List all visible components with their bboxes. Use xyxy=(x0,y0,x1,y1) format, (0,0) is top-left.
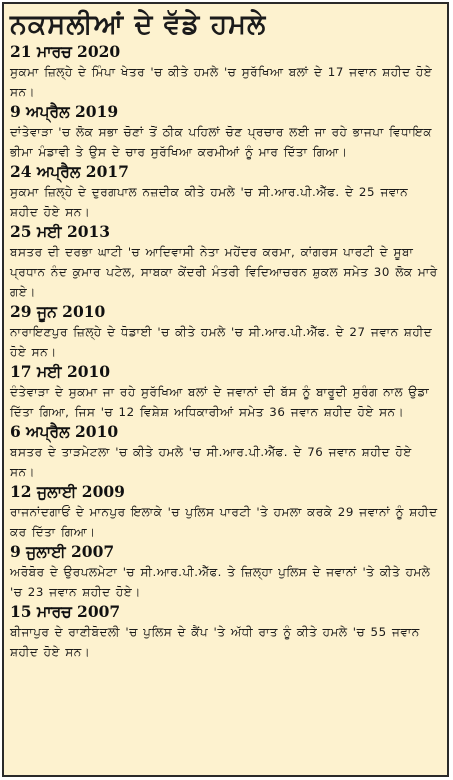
list-item xyxy=(10,102,441,162)
list-item xyxy=(10,482,441,542)
list-item xyxy=(10,42,441,102)
entry-date: 12 ਜੁਲਾਈ 2009 xyxy=(10,482,125,501)
entry-date: 29 ਜੂਨ 2010 xyxy=(10,302,106,321)
entry-date: 9 ਅਪ੍ਰੈਲ 2019 xyxy=(10,102,119,121)
entry-text: ਸੁਕਮਾ ਜ਼ਿਲ੍ਹੇ ਦੇ ਦੁਰਗਪਾਲ ਨਜ਼ਦੀਕ ਕੀਤੇ ਹਮਲੇ 'ਚ ਸੀ.ਆਰ.ਪੀ.ਐੱਫ. ਦੇ 25 ਜਵਾਨ ਸ਼ਹੀਦ ਹੋਏ ਸਨ। xyxy=(10,185,409,219)
list-item xyxy=(10,302,441,362)
entry-text: ਅਰੋਬੋਰ ਦੇ ਉਰਪਲਮੇਟਾ 'ਚ ਸੀ.ਆਰ.ਪੀ.ਐੱਫ. ਤੇ ਜ਼ਿਲ੍ਹਾ ਪੁਲਿਸ ਦੇ ਜਵਾਨਾਂ 'ਤੇ ਕੀਤੇ ਹਮਲੇ 'ਚ 23 ਜਵਾਨ ਸ਼ਹੀਦ ਹੋਏ। xyxy=(10,565,431,599)
list-item xyxy=(10,162,441,222)
list-item xyxy=(10,362,441,422)
entry-text: ਦਾਂਤੇਵਾੜਾ 'ਚ ਲੋਕ ਸਭਾ ਚੋਣਾਂ ਤੋਂ ਠੀਕ ਪਹਿਲਾਂ ਚੋਣ ਪ੍ਰਚਾਰ ਲਈ ਜਾ ਰਹੇ ਭਾਜਪਾ ਵਿਧਾਇਕ ਭੀਮਾ ਮੰਡਾਵੀ ਤੇ ਉਸ ਦੇ ਚਾਰ ਸੁਰੱਖਿਆ ਕਰਮੀਆਂ ਨੂੰ ਮਾਰ ਦਿੱਤਾ ਗਿਆ। xyxy=(10,125,432,159)
entry-text: ਰਾਜਨਾਂਦਗਾਓਂ ਦੇ ਮਾਨਪੁਰ ਇਲਾਕੇ 'ਚ ਪੁਲਿਸ ਪਾਰਟੀ 'ਤੇ ਹਮਲਾ ਕਰਕੇ 29 ਜਵਾਨਾਂ ਨੂੰ ਸ਼ਹੀਦ ਕਰ ਦਿੱਤਾ ਗਿਆ। xyxy=(10,505,438,539)
article-title: ਨਕਸਲੀਆਂ ਦੇ ਵੱਡੇ ਹਮਲੇ xyxy=(10,9,267,40)
list-item xyxy=(10,542,441,602)
entry-date: 21 ਮਾਰਚ 2020 xyxy=(10,42,121,61)
entry-date: 15 ਮਾਰਚ 2007 xyxy=(10,602,121,621)
entry-text: ਨਾਰਾਇਣਪੁਰ ਜ਼ਿਲ੍ਹੇ ਦੇ ਧੋਡਾਈ 'ਚ ਕੀਤੇ ਹਮਲੇ 'ਚ ਸੀ.ਆਰ.ਪੀ.ਐੱਫ. ਦੇ 27 ਜਵਾਨ ਸ਼ਹੀਦ ਹੋਏ ਸਨ। xyxy=(10,325,433,359)
entry-date: 9 ਜੁਲਾਈ 2007 xyxy=(10,542,115,561)
entry-text: ਬਸਤਰ ਦੇ ਤਾੜਮੇਟਲਾ 'ਚ ਕੀਤੇ ਹਮਲੇ 'ਚ ਸੀ.ਆਰ.ਪੀ.ਐੱਫ. ਦੇ 76 ਜਵਾਨ ਸ਼ਹੀਦ ਹੋਏ ਸਨ। xyxy=(10,445,412,479)
attack-list xyxy=(4,42,447,662)
list-item xyxy=(10,602,441,662)
list-item xyxy=(10,422,441,482)
article-panel xyxy=(2,2,449,777)
entry-text: ਬਸਤਰ ਦੀ ਦਰਭਾ ਘਾਟੀ 'ਚ ਆਦਿਵਾਸੀ ਨੇਤਾ ਮਹੇਂਦਰ ਕਰਮਾ, ਕਾਂਗਰਸ ਪਾਰਟੀ ਦੇ ਸੂਬਾ ਪ੍ਰਧਾਨ ਨੰਦ ਕੁਮਾਰ ਪਟੇਲ, ਸਾਬਕਾ ਕੇਂਦਰੀ ਮੰਤਰੀ ਵਿਦਿਆਚਰਨ ਸ਼ੁਕਲ ਸਮੇਤ 30 ਲੋਕ ਮਾਰੇ ਗਏ। xyxy=(10,245,438,299)
entry-date: 17 ਮਈ 2010 xyxy=(10,362,111,381)
entry-text: ਬੀਜਾਪੁਰ ਦੇ ਰਾਣੀਬੋਦਲੀ 'ਚ ਪੁਲਿਸ ਦੇ ਕੈਂਪ 'ਤੇ ਅੱਧੀ ਰਾਤ ਨੂੰ ਕੀਤੇ ਹਮਲੇ 'ਚ 55 ਜਵਾਨ ਸ਼ਹੀਦ ਹੋਏ ਸਨ। xyxy=(10,625,420,659)
entry-text: ਦੰਤੇਵਾੜਾ ਦੇ ਸੁਕਮਾ ਜਾ ਰਹੇ ਸੁਰੱਖਿਆ ਬਲਾਂ ਦੇ ਜਵਾਨਾਂ ਦੀ ਬੱਸ ਨੂੰ ਬਾਰੂਦੀ ਸੁਰੰਗ ਨਾਲ ਉਡਾ ਦਿੱਤਾ ਗਿਆ, ਜਿਸ 'ਚ 12 ਵਿਸ਼ੇਸ਼ ਅਧਿਕਾਰੀਆਂ ਸਮੇਤ 36 ਜਵਾਨ ਸ਼ਹੀਦ ਹੋਏ ਸਨ। xyxy=(10,385,430,419)
entry-date: 6 ਅਪ੍ਰੈਲ 2010 xyxy=(10,422,119,441)
entry-date: 25 ਮਈ 2013 xyxy=(10,222,111,241)
entry-date: 24 ਅਪ੍ਰੈਲ 2017 xyxy=(10,162,129,181)
entry-text: ਸੁਕਮਾ ਜ਼ਿਲ੍ਹੇ ਦੇ ਮਿੰਪਾ ਖੇਤਰ 'ਚ ਕੀਤੇ ਹਮਲੇ 'ਚ ਸੁਰੱਖਿਆ ਬਲਾਂ ਦੇ 17 ਜਵਾਨ ਸ਼ਹੀਦ ਹੋਏ ਸਨ। xyxy=(10,65,433,99)
list-item xyxy=(10,222,441,302)
